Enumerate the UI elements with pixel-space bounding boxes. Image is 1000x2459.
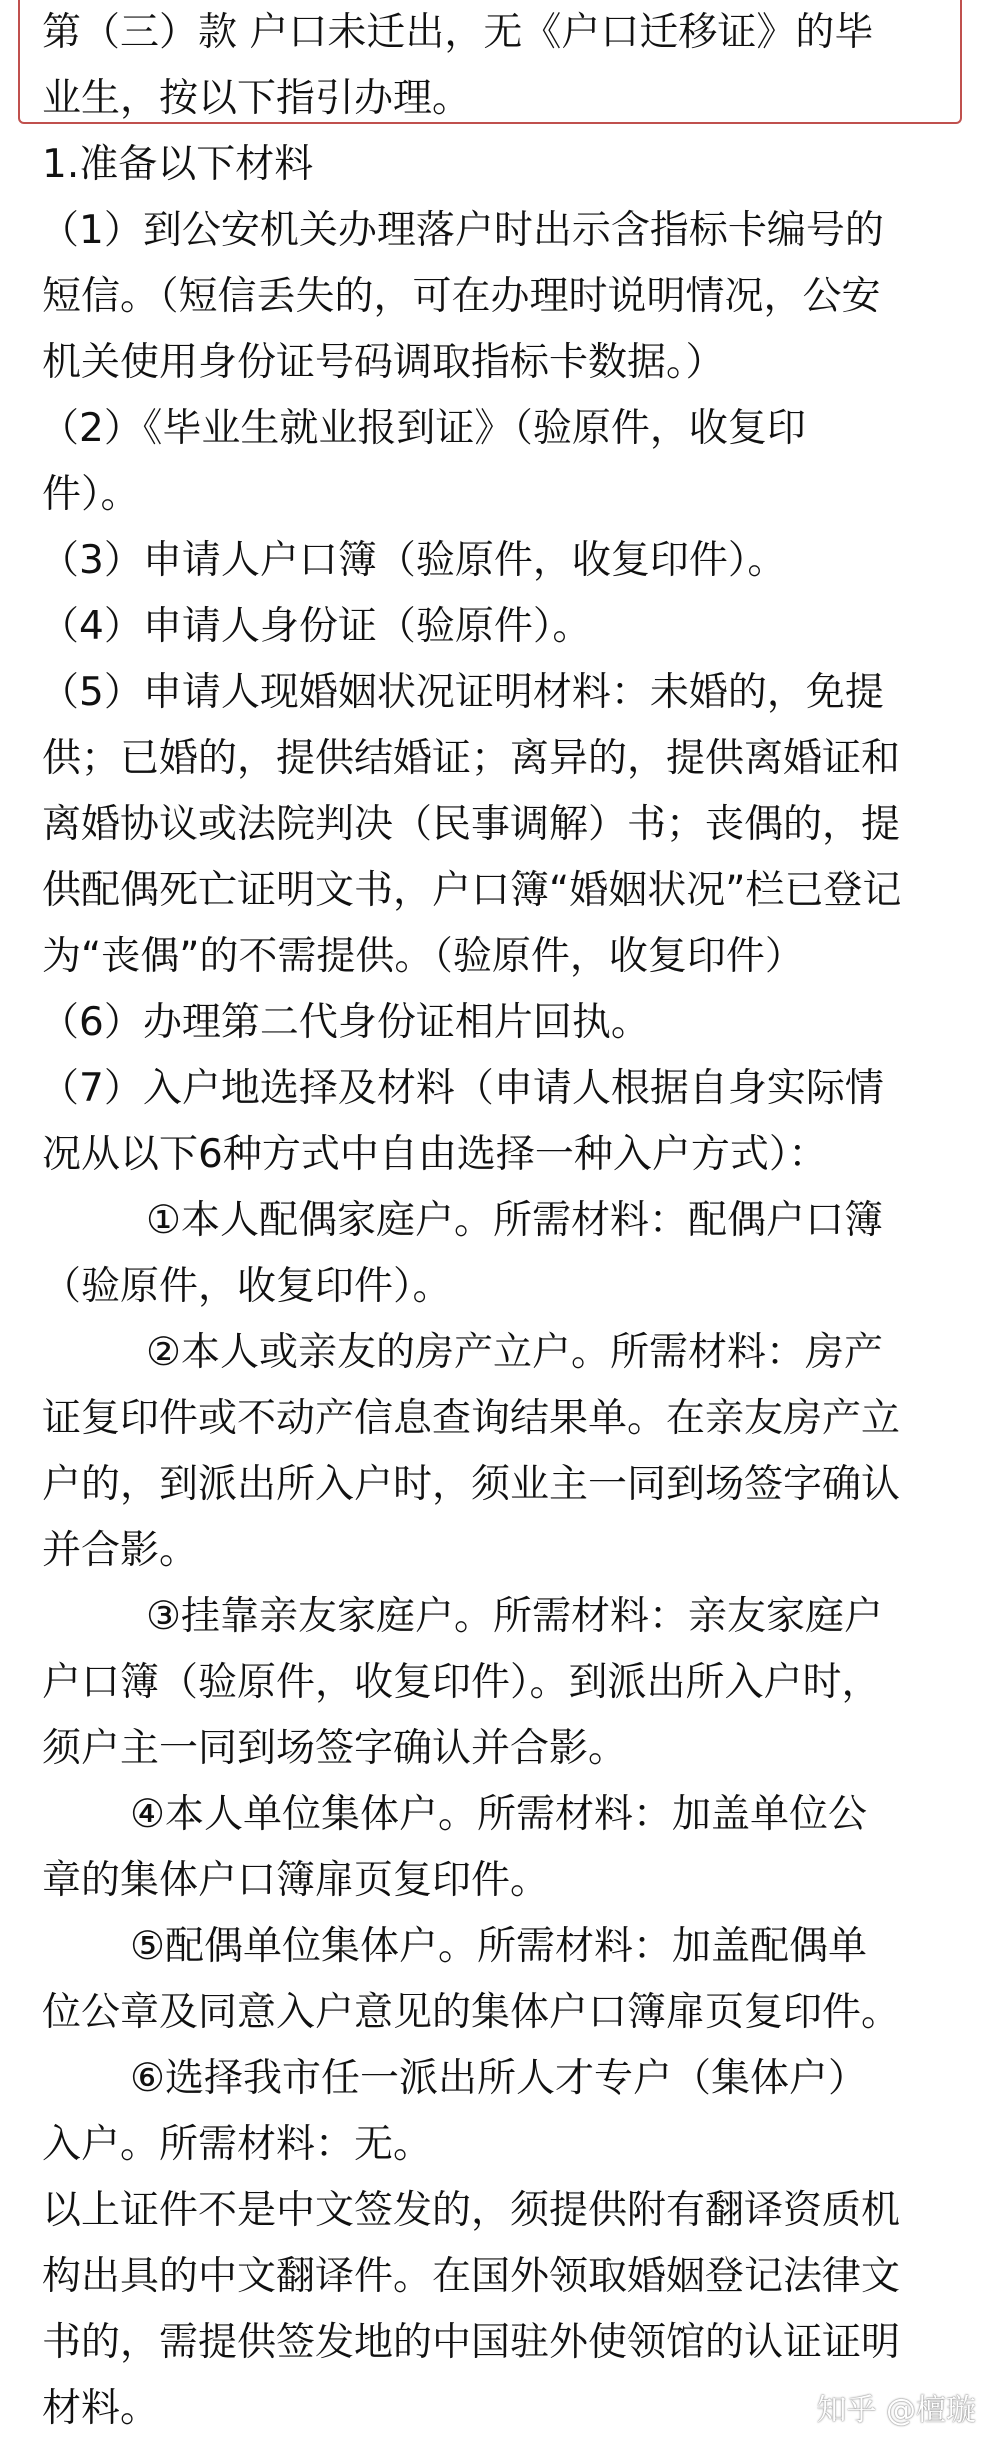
item-7-line-2: 况从以下6种方式中自由选择一种入户方式）： <box>42 1132 828 1177</box>
item-1-line-2: 短信。（短信丢失的，可在办理时说明情况，公安 <box>42 274 881 319</box>
option-1-line-1: ①本人配偶家庭户。所需材料：配偶户口簿 <box>146 1198 883 1243</box>
item-3-line-1: （3）申请人户口簿（验原件，收复印件）。 <box>40 538 787 583</box>
option-5-line-1: ⑤配偶单位集体户。所需材料：加盖配偶单 <box>130 1924 867 1969</box>
item-5-line-1: （5）申请人现婚姻状况证明材料：未婚的，免提 <box>40 670 884 715</box>
option-4-line-2: 章的集体户口簿扉页复印件。 <box>42 1858 550 1903</box>
option-3-line-1: ③挂靠亲友家庭户。所需材料：亲友家庭户 <box>146 1594 883 1639</box>
item-5-line-2: 供；已婚的，提供结婚证；离异的，提供离婚证和 <box>42 736 901 781</box>
note-line-4: 材料。 <box>42 2386 160 2431</box>
option-4-line-1: ④本人单位集体户。所需材料：加盖单位公 <box>130 1792 867 1837</box>
option-2-line-2: 证复印件或不动产信息查询结果单。在亲友房产立 <box>42 1396 901 1441</box>
item-6-line-1: （6）办理第二代身份证相片回执。 <box>40 1000 650 1045</box>
option-3-line-3: 须户主一同到场签字确认并合影。 <box>42 1726 628 1771</box>
note-line-2: 构出具的中文翻译件。在国外领取婚姻登记法律文 <box>42 2254 901 2299</box>
option-2-line-1: ②本人或亲友的房产立户。所需材料：房产 <box>146 1330 883 1375</box>
item-2-line-2: 件）。 <box>42 472 140 517</box>
option-2-line-3: 户的，到派出所入户时，须业主一同到场签字确认 <box>42 1462 901 1507</box>
item-5-line-5: 为“丧偶”的不需提供。（验原件，收复印件） <box>42 934 804 979</box>
item-7-line-1: （7）入户地选择及材料（申请人根据自身实际情 <box>40 1066 884 1111</box>
heading-line-2: 业生，按以下指引办理。 <box>42 76 472 121</box>
option-6-line-1: ⑥选择我市任一派出所人才专户（集体户） <box>130 2056 867 2101</box>
item-5-line-4: 供配偶死亡证明文书，户口簿“婚姻状况”栏已登记 <box>42 868 902 913</box>
note-line-3: 书的，需提供签发地的中国驻外使领馆的认证证明 <box>42 2320 901 2365</box>
note-line-1: 以上证件不是中文签发的，须提供附有翻译资质机 <box>42 2188 901 2233</box>
item-4-line-1: （4）申请人身份证（验原件）。 <box>40 604 592 649</box>
item-5-line-3: 离婚协议或法院判决（民事调解）书；丧偶的，提 <box>42 802 901 847</box>
item-1-line-1: （1）到公安机关办理落户时出示含指标卡编号的 <box>40 208 884 253</box>
zhihu-watermark: 知乎 @檀璇 <box>816 2393 976 2428</box>
item-1-line-3: 机关使用身份证号码调取指标卡数据。） <box>42 340 725 385</box>
item-2-line-1: （2）《毕业生就业报到证》（验原件，收复印 <box>40 406 806 451</box>
heading-line-1: 第（三）款 户口未迁出，无《户口迁移证》的毕 <box>42 10 874 55</box>
option-3-line-2: 户口簿（验原件，收复印件）。到派出所入户时， <box>42 1660 881 1705</box>
option-2-line-4: 并合影。 <box>42 1528 199 1573</box>
option-5-line-2: 位公章及同意入户意见的集体户口簿扉页复印件。 <box>42 1990 901 2035</box>
option-1-line-2: （验原件，收复印件）。 <box>42 1264 452 1309</box>
section-title: 1.准备以下材料 <box>42 142 314 187</box>
option-6-line-2: 入户。所需材料：无。 <box>42 2122 433 2167</box>
